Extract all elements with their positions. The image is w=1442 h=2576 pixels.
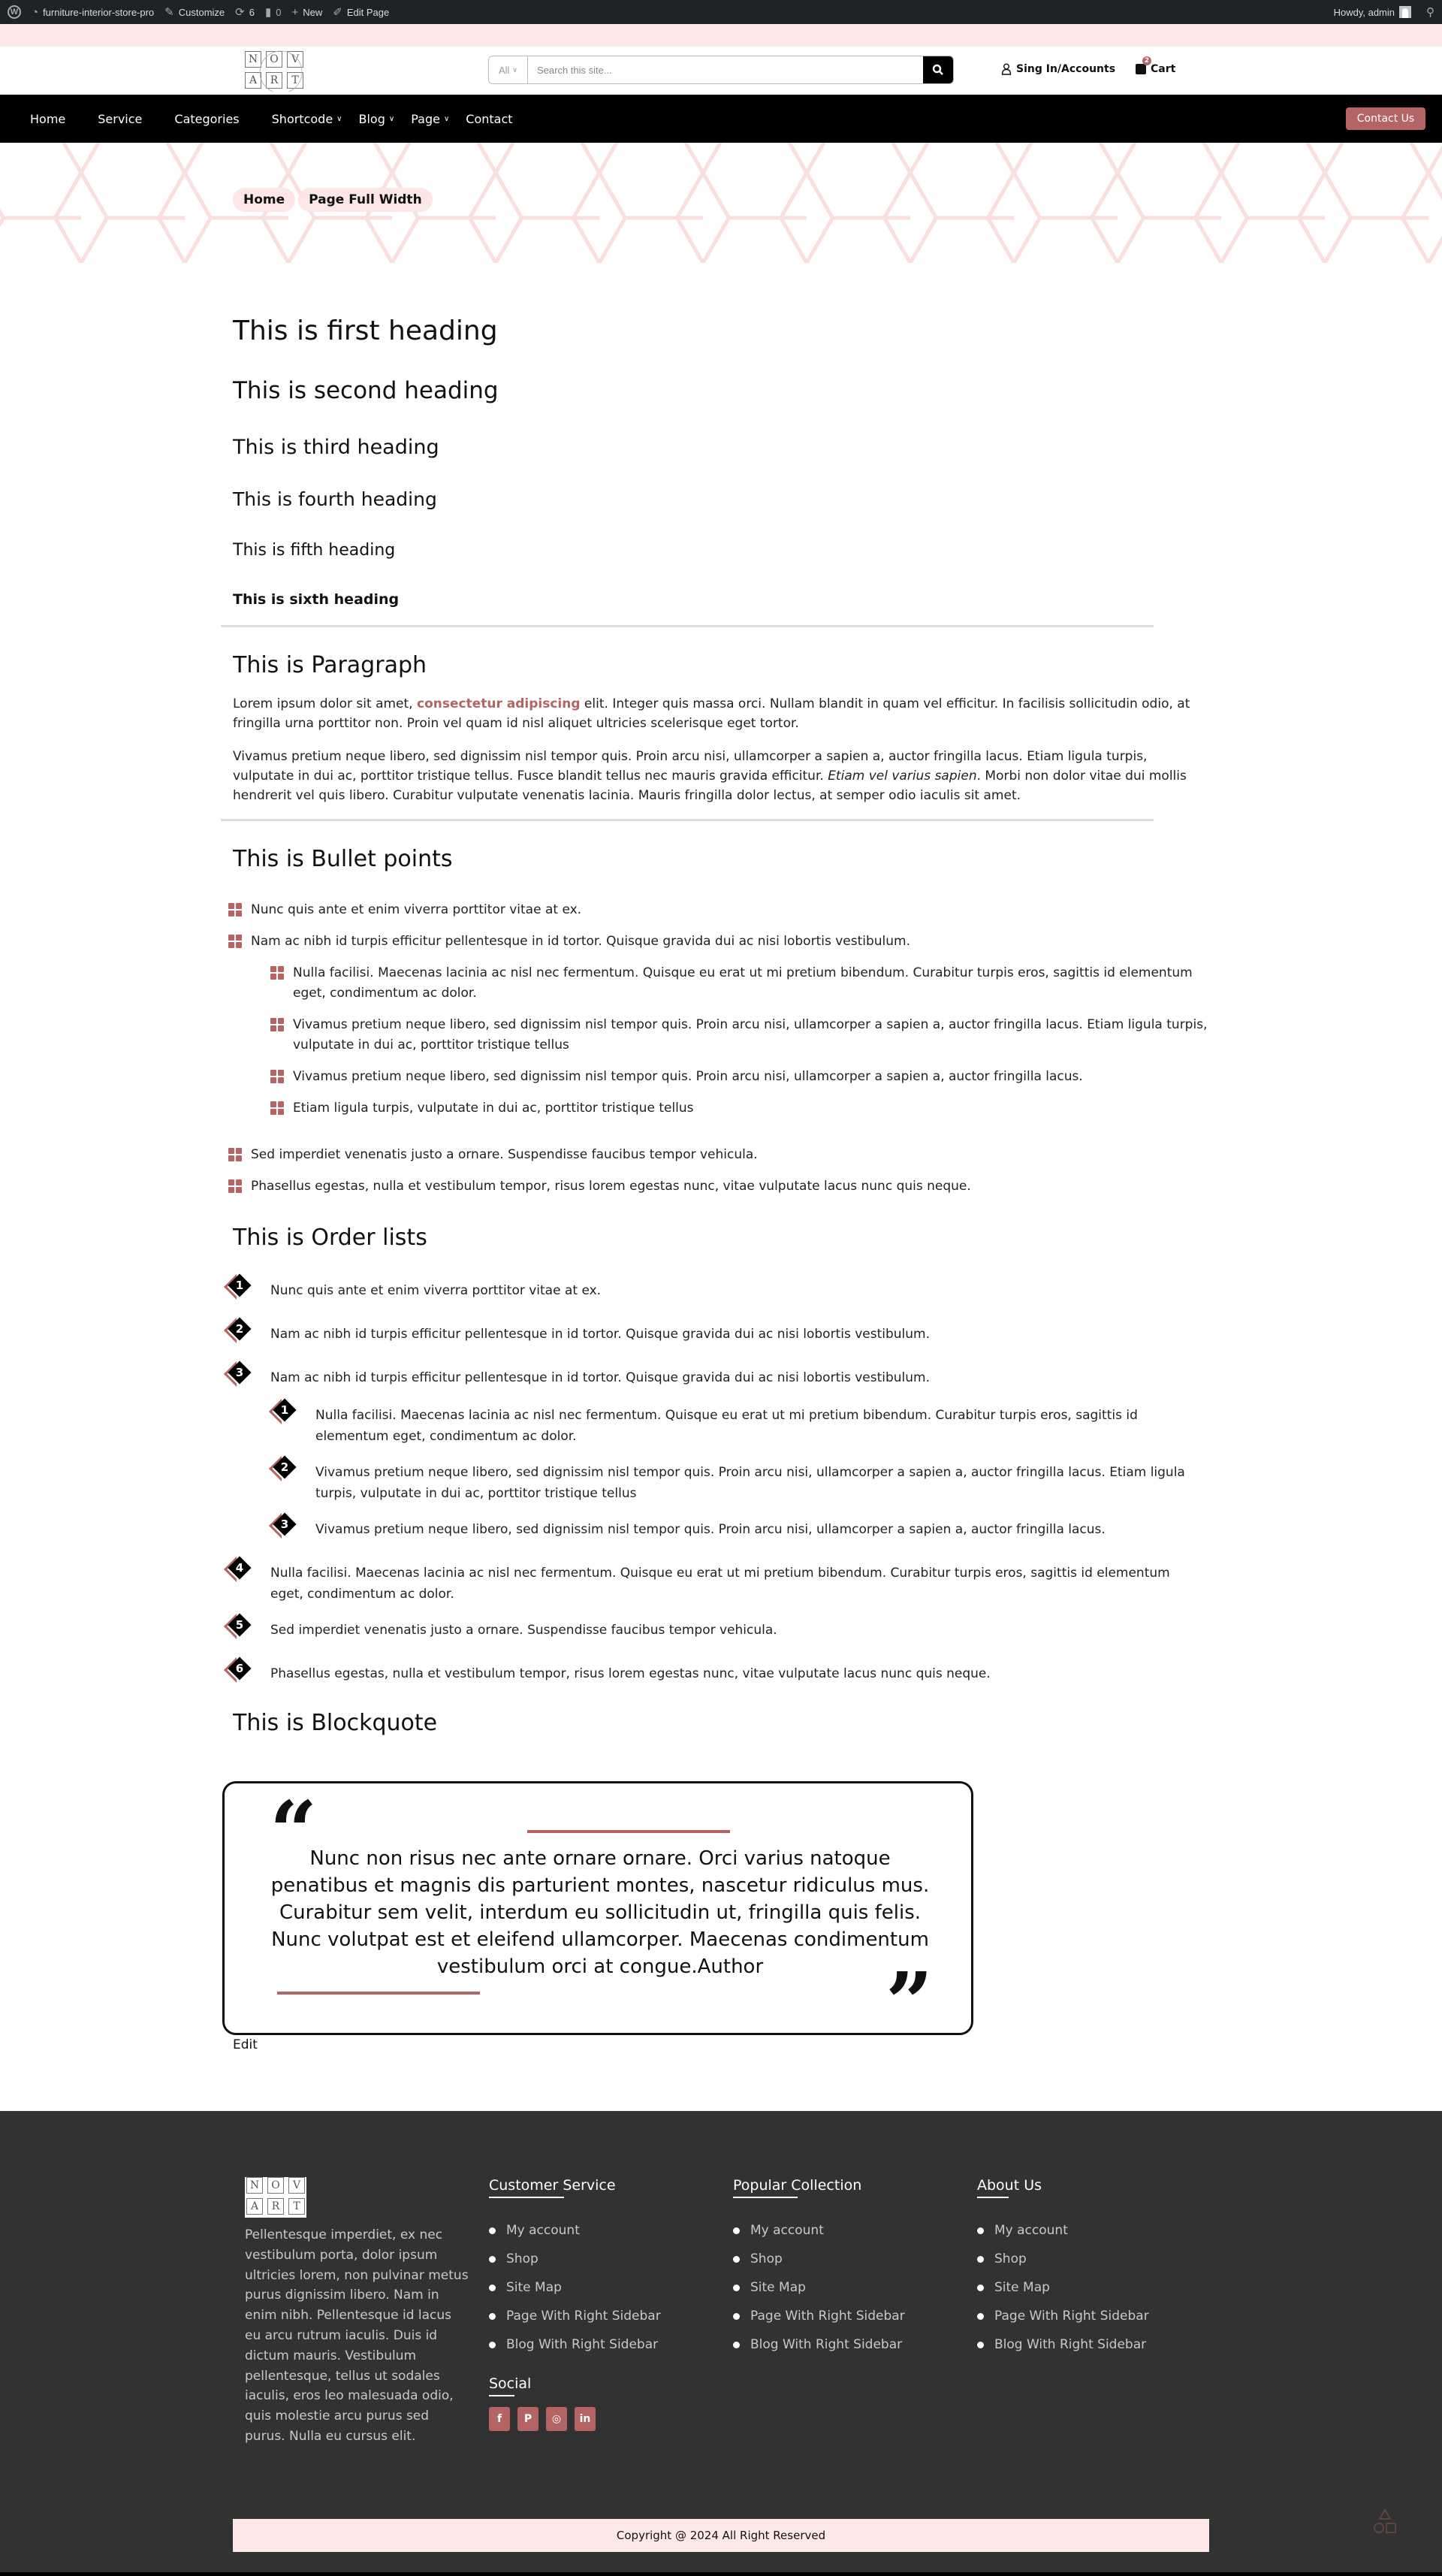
- footer-column-customer-service: [489, 2177, 661, 2431]
- paragraph-title: This is Paragraph: [233, 652, 427, 678]
- quote-accent-line: [277, 1992, 480, 1995]
- chevron-down-icon: ∨: [512, 65, 518, 74]
- list-item: [270, 1067, 1209, 1087]
- copyright-bar: [233, 2519, 1209, 2552]
- diamond-number-icon: [227, 1558, 254, 1590]
- heading-6: This is sixth heading: [233, 591, 400, 608]
- chevron-down-icon: ∨: [443, 114, 450, 123]
- ordered-item: [227, 1558, 1203, 1605]
- blockquote-title: This is Blockquote: [233, 1710, 438, 1736]
- search-icon[interactable]: ⚲: [1426, 6, 1434, 19]
- nav-label: Home: [30, 111, 66, 126]
- list-item-text: Nulla facilisi. Maecenas lacinia ac nisl nec fermentum. Quisque eu erat ut mi pretium bibendum. Curabitur turpis eros, sagittis id elementum eget, condimentum ac dolor.: [293, 965, 1193, 1001]
- footer-logo[interactable]: [245, 2177, 306, 2218]
- list-item-text: Vivamus pretium neque libero, sed dignissim nisl tempor quis. Proin arcu nisi, ullamcorper a sapien a, auctor fringilla lacus.: [293, 1069, 1083, 1084]
- ordered-item-text: Nulla facilisi. Maecenas lacinia ac nisl nec fermentum. Quisque eu erat ut mi pretium bibendum. Curabitur turpis eros, sagittis id elementum eget, condimentum ac dolor.: [270, 1566, 1170, 1602]
- bullet-icon: [977, 2342, 984, 2348]
- bullet-icon: [977, 2285, 984, 2291]
- list-item: [228, 932, 1205, 952]
- text: Vivamus pretium neque libero, sed dignissim nisl tempor quis. Proin arcu nisi, ullamcorper a sapien a, auctor fringilla lacus. Etiam ligula turpis, vulputate in dui ac, porttitor tristique tellus. Fusce blandit tellus nec mauris gravida efficitur.: [233, 749, 1148, 784]
- logo-letter: T: [287, 72, 303, 89]
- nav-item-categories[interactable]: [174, 112, 239, 126]
- list-item-text: Nam ac nibh id turpis efficitur pellentesque in id tortor. Quisque gravida dui ac nisi lobortis vestibulum.: [251, 934, 911, 949]
- footer-column-about-us: [977, 2177, 1149, 2359]
- search-category-select[interactable]: [489, 56, 528, 83]
- cart-label: Cart: [1151, 63, 1176, 75]
- diamond-number-icon: [227, 1319, 254, 1351]
- account-link[interactable]: [1001, 63, 1115, 75]
- italic-text: Etiam vel varius sapien: [828, 769, 977, 784]
- link-text: Site Map: [750, 2280, 806, 2295]
- breadcrumb: [233, 188, 433, 212]
- ordered-item-text: Nam ac nibh id turpis efficitur pellentesque in id tortor. Quisque gravida dui ac nisi lobortis vestibulum.: [270, 1327, 931, 1342]
- logo-letter: V: [288, 2177, 305, 2194]
- paragraph-1: [233, 694, 1202, 733]
- nav-label: Contact: [466, 111, 513, 126]
- link-text: Blog With Right Sidebar: [506, 2337, 659, 2352]
- contact-us-button[interactable]: Contact Us: [1346, 107, 1425, 130]
- link-text: Shop: [750, 2251, 783, 2266]
- wordpress-logo-button[interactable]: [8, 0, 21, 24]
- cart-bag-icon: [1136, 57, 1150, 74]
- ordered-item: [272, 1457, 1203, 1504]
- search-icon: [932, 64, 944, 76]
- logo-letter: A: [245, 72, 261, 89]
- footer-column-popular-collection: [733, 2177, 905, 2359]
- diamond-number-icon: [272, 1514, 299, 1546]
- nav-item-home[interactable]: [30, 112, 65, 126]
- list-item: [270, 963, 1209, 1004]
- quote-accent-line: [527, 1830, 730, 1833]
- howdy-label: Howdy, admin: [1333, 6, 1395, 18]
- square-bullet-icon: [228, 1179, 242, 1193]
- page-banner: [0, 143, 1442, 263]
- list-item: [228, 900, 1205, 920]
- square-bullet-icon: [270, 1070, 284, 1083]
- diamond-number-icon: [227, 1276, 254, 1307]
- bullet-icon: [977, 2227, 984, 2234]
- chevron-down-icon: ∨: [336, 114, 342, 123]
- link-text: Blog With Right Sidebar: [994, 2337, 1147, 2352]
- nav-label: Blog: [358, 111, 385, 126]
- heading-1: This is first heading: [233, 316, 498, 346]
- diamond-number-icon: [227, 1363, 254, 1394]
- site-footer: [0, 2111, 1442, 2576]
- text: . Morbi non dolor vitae dui mollis hendrerit vel quis libero. Curabitur vulputate venenatis lacinia. Mauris fringilla dolor lectus, at semper odio iaculis sit amet.: [233, 769, 1187, 803]
- ordered-item: [227, 1276, 1203, 1307]
- nav-label: Page: [411, 111, 440, 126]
- pencil-icon: ✐: [333, 6, 342, 19]
- bullet-icon: [489, 2342, 496, 2348]
- search-bar: [488, 56, 954, 84]
- nav-label: Shortcode: [271, 111, 333, 126]
- footer-link[interactable]: [489, 2216, 661, 2245]
- instagram-icon[interactable]: ◎: [546, 2407, 567, 2431]
- pinterest-icon[interactable]: P: [517, 2407, 538, 2431]
- top-strip: [0, 24, 1442, 47]
- bullet-icon: [489, 2227, 496, 2234]
- bullet-icon: [489, 2256, 496, 2263]
- user-icon: [1001, 63, 1012, 75]
- linkedin-icon[interactable]: in: [575, 2407, 596, 2431]
- nav-label: Service: [98, 111, 143, 126]
- footer-column-title: [977, 2177, 1042, 2198]
- diamond-number-icon: [227, 1659, 254, 1690]
- heading-4: This is fourth heading: [233, 488, 437, 510]
- updates-count: 6: [249, 6, 255, 18]
- ordered-item: [227, 1363, 1203, 1394]
- square-bullet-icon: [270, 1101, 284, 1115]
- site-logo[interactable]: [245, 50, 306, 92]
- footer-link[interactable]: [489, 2330, 661, 2359]
- edit-link[interactable]: Edit: [233, 2037, 258, 2052]
- item-number: 1: [235, 1279, 244, 1292]
- wordpress-icon: W: [8, 5, 21, 19]
- footer-column-title: [733, 2177, 861, 2198]
- link-text: Page With Right Sidebar: [506, 2309, 661, 2324]
- nav-item-contact[interactable]: [466, 112, 512, 126]
- scroll-to-top-icon[interactable]: [1371, 2507, 1398, 2537]
- title-text: Social: [489, 2375, 532, 2392]
- close-quote-icon: ”: [885, 1954, 934, 2051]
- square-bullet-icon: [228, 935, 242, 948]
- updates-icon: ⟳: [235, 6, 245, 19]
- square-bullet-icon: [228, 1148, 242, 1161]
- edit-page-link[interactable]: [333, 0, 389, 24]
- edit-page-label: Edit Page: [346, 6, 390, 18]
- search-input[interactable]: [528, 56, 923, 83]
- customize-link[interactable]: [164, 0, 225, 24]
- list-item-text: Nunc quis ante et enim viverra porttitor vitae at ex.: [251, 902, 582, 917]
- logo-letter: R: [267, 2198, 284, 2215]
- nav-label: Categories: [174, 111, 240, 126]
- logo-letter: V: [287, 51, 303, 68]
- square-bullet-icon: [270, 1018, 284, 1031]
- ordered-item-text: Nunc quis ante et enim viverra porttitor vitae at ex.: [270, 1283, 602, 1298]
- ordered-item: [272, 1514, 1203, 1546]
- comments-link[interactable]: [265, 0, 282, 24]
- list-item-text: Sed imperdiet venenatis justo a ornare. Suspendisse faucibus tempor vehicula.: [251, 1147, 758, 1162]
- item-number: 5: [235, 1618, 244, 1632]
- title-text: Popular Collection: [733, 2177, 862, 2194]
- ordered-item-text: Phasellus egestas, nulla et vestibulum tempor, risus lorem egestas nunc, vitae vulputate lacus nunc quis neque.: [270, 1666, 991, 1681]
- link-text: Shop: [506, 2251, 538, 2266]
- breadcrumb-home[interactable]: Home: [233, 188, 295, 212]
- link-text: Shop: [994, 2251, 1027, 2266]
- item-number: 2: [235, 1322, 244, 1336]
- comments-count: 0: [276, 6, 282, 18]
- list-item: [270, 1098, 1209, 1119]
- blockquote-text: Nunc non risus nec ante ornare ornare. Orci varius natoque penatibus et magnis dis parturient montes, nascetur ridiculus mus. Curabitur sem velit, interdum eu sollicitudin ut, fringilla quis felis. Nunc volutpat est et eleifend ullamcorper. Maecenas condimentum vestibulum orci at congue.Author: [270, 1847, 930, 1978]
- ordered-item-text: Nam ac nibh id turpis efficitur pellentesque in id tortor. Quisque gravida dui ac nisi lobortis vestibulum.: [270, 1370, 931, 1385]
- ordered-title: This is Order lists: [233, 1225, 427, 1251]
- brush-icon: ✎: [164, 6, 174, 19]
- footer-link[interactable]: [489, 2273, 661, 2302]
- social-links: [489, 2407, 661, 2431]
- footer-link[interactable]: [733, 2302, 905, 2330]
- customize-label: Customize: [178, 6, 225, 18]
- link-text: Page With Right Sidebar: [994, 2309, 1149, 2324]
- item-number: 3: [280, 1518, 289, 1531]
- open-quote-icon: “: [270, 1783, 318, 1880]
- link-text: Site Map: [506, 2280, 562, 2295]
- footer-link[interactable]: [489, 2245, 661, 2273]
- link-text: Page With Right Sidebar: [750, 2309, 905, 2324]
- ordered-item: [227, 1319, 1203, 1351]
- bullet-icon: [489, 2313, 496, 2320]
- bullet-icon: [977, 2256, 984, 2263]
- item-number: 4: [235, 1561, 244, 1575]
- bullet-icon: [489, 2285, 496, 2291]
- footer-link[interactable]: [977, 2273, 1149, 2302]
- cart-link[interactable]: [1136, 57, 1176, 75]
- footer-link[interactable]: [977, 2330, 1149, 2359]
- logo-letter: N: [245, 51, 261, 68]
- footer-link[interactable]: [977, 2216, 1149, 2245]
- logo-letter: T: [288, 2198, 305, 2215]
- bullet-icon: [733, 2313, 740, 2320]
- ordered-item: [272, 1400, 1203, 1447]
- link-text: Blog With Right Sidebar: [750, 2337, 903, 2352]
- footer-column-title: [489, 2177, 616, 2198]
- heading-3: This is third heading: [233, 436, 439, 459]
- facebook-icon[interactable]: f: [489, 2407, 510, 2431]
- title-text: Customer Service: [489, 2177, 616, 2194]
- breadcrumb-current: Page Full Width: [298, 188, 433, 212]
- text: elit. Integer quis massa orci. Nullam blandit in quam vel efficitur. In facilisis sollicitudin odio, at fringilla urna porttitor non. Proin vel quam id nisl aliquet ultricies scelerisque eget tortor.: [233, 696, 1190, 731]
- nav-item-shortcode[interactable]: [272, 112, 342, 126]
- footer-link[interactable]: [489, 2302, 661, 2330]
- hexagon-pattern: [0, 143, 1442, 263]
- cart-count-badge: 2: [1142, 56, 1151, 65]
- divider: [221, 625, 1154, 627]
- new-content-link[interactable]: [291, 0, 322, 24]
- footer-link[interactable]: [733, 2245, 905, 2273]
- link-text: My account: [506, 2223, 580, 2238]
- title-text: About Us: [977, 2177, 1042, 2194]
- square-bullet-icon: [270, 966, 284, 980]
- footer-link[interactable]: [733, 2273, 905, 2302]
- list-item: [228, 1145, 1205, 1165]
- logo-letter: A: [246, 2198, 263, 2215]
- link-text: My account: [994, 2223, 1068, 2238]
- list-item: [270, 1015, 1209, 1055]
- avatar: [1399, 6, 1411, 18]
- ordered-item: [227, 1615, 1203, 1647]
- ordered-item-text: Nulla facilisi. Maecenas lacinia ac nisl nec fermentum. Quisque eu erat ut mi pretium bibendum. Curabitur turpis eros, sagittis id elementum eget, condimentum ac dolor.: [315, 1408, 1138, 1444]
- bullet-icon: [977, 2313, 984, 2320]
- bullet-icon: [733, 2227, 740, 2234]
- logo-letter: N: [246, 2177, 263, 2194]
- nav-item-page[interactable]: [411, 112, 449, 126]
- diamond-number-icon: [272, 1400, 299, 1432]
- footer-link[interactable]: [733, 2330, 905, 2359]
- list-item-text: Phasellus egestas, nulla et vestibulum tempor, risus lorem egestas nunc, vitae vulputate lacus nunc quis neque.: [251, 1179, 971, 1194]
- item-number: 1: [280, 1403, 289, 1417]
- logo-letter: O: [266, 51, 282, 68]
- search-button[interactable]: [923, 56, 953, 83]
- logo-letter: R: [266, 72, 282, 89]
- footer-link[interactable]: [977, 2245, 1149, 2273]
- link-text: Site Map: [994, 2280, 1050, 2295]
- text: Lorem ipsum dolor sit amet,: [233, 696, 417, 711]
- plus-icon: +: [291, 5, 299, 19]
- item-number: 3: [235, 1366, 244, 1379]
- footer-link[interactable]: [733, 2216, 905, 2245]
- site-header: [0, 47, 1442, 95]
- ordered-item: [227, 1659, 1203, 1690]
- list-item: [228, 1176, 1205, 1197]
- divider: [221, 819, 1154, 821]
- site-name-link[interactable]: [32, 0, 154, 24]
- dashboard-icon: ◔: [32, 5, 39, 19]
- copyright-text: Copyright @ 2024 All Right Reserved: [616, 2529, 826, 2542]
- bullet-icon: [733, 2285, 740, 2291]
- site-name: furniture-interior-store-pro: [43, 6, 155, 18]
- paragraph-2: [233, 747, 1202, 805]
- logo-letter: O: [267, 2177, 284, 2194]
- bottom-edge: [0, 2572, 1442, 2576]
- logo-circle: [245, 50, 306, 92]
- search-category-value: All: [498, 64, 510, 76]
- account-label: Sing In/Accounts: [1016, 63, 1116, 75]
- comment-icon: ▮: [264, 6, 272, 19]
- bullet-icon: [733, 2256, 740, 2263]
- chevron-down-icon: ∨: [388, 114, 395, 123]
- heading-2: This is second heading: [233, 377, 499, 404]
- main-nav: [0, 95, 1442, 143]
- footer-description: Pellentesque imperdiet, ex nec vestibulum porta, dolor ipsum ultricies lorem, non pulvinar metus purus dignissim libero. Nam in enim nibh. Pellentesque id lacus eu arcu rutrum iaculis. Duis id dictum mauris. Vestibulum pellentesque, tellus ut sodales iaculis, eros leo malesuada odio, quis molestie arcu purus sed purus. Nulla eu cursus elit.: [245, 2227, 469, 2444]
- my-account-link[interactable]: [1334, 0, 1411, 24]
- social-title: [489, 2375, 531, 2396]
- updates-link[interactable]: [235, 0, 255, 24]
- footer-link[interactable]: [977, 2302, 1149, 2330]
- ordered-item-text: Sed imperdiet venenatis justo a ornare. Suspendisse faucibus tempor vehicula.: [270, 1623, 777, 1638]
- admin-bar: [0, 0, 1442, 24]
- nav-item-service[interactable]: [98, 112, 142, 126]
- item-number: 6: [235, 1662, 244, 1675]
- bullets-title: This is Bullet points: [233, 846, 453, 872]
- square-bullet-icon: [228, 903, 242, 917]
- bullet-icon: [733, 2342, 740, 2348]
- list-item-text: Vivamus pretium neque libero, sed dignissim nisl tempor quis. Proin arcu nisi, ullamcorper a sapien a, auctor fringilla lacus. Etiam ligula turpis, vulputate in dui ac, porttitor tristique tellus: [293, 1017, 1208, 1052]
- paragraph-link[interactable]: consectetur adipiscing: [417, 696, 581, 711]
- diamond-number-icon: [272, 1457, 299, 1489]
- heading-5: This is fifth heading: [233, 541, 396, 560]
- link-text: My account: [750, 2223, 824, 2238]
- diamond-number-icon: [227, 1615, 254, 1647]
- ordered-item-text: Vivamus pretium neque libero, sed dignissim nisl tempor quis. Proin arcu nisi, ullamcorper a sapien a, auctor fringilla lacus.: [315, 1522, 1106, 1537]
- ordered-item-text: Vivamus pretium neque libero, sed dignissim nisl tempor quis. Proin arcu nisi, ullamcorper a sapien a, auctor fringilla lacus. Etiam ligula turpis, vulputate in dui ac, porttitor tristique tellus: [315, 1465, 1185, 1501]
- item-number: 2: [280, 1460, 289, 1474]
- new-label: New: [303, 6, 323, 18]
- list-item-text: Etiam ligula turpis, vulputate in dui ac, porttitor tristique tellus: [293, 1101, 694, 1116]
- nav-item-blog[interactable]: [359, 112, 395, 126]
